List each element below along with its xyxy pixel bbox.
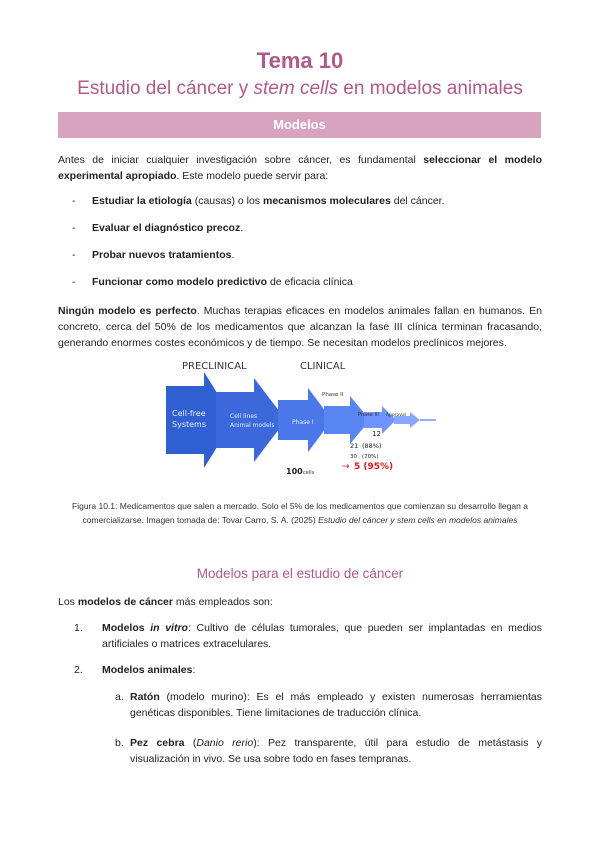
- label-21: 21: [350, 442, 359, 450]
- label-phase3: Phase III: [358, 412, 379, 418]
- label-30: 30: [350, 454, 357, 460]
- list-item: 2. Modelos animales:: [74, 664, 196, 676]
- list-item: - Probar nuevos tratamientos.: [72, 249, 235, 261]
- list-item: b. Pez cebra (Danio rerio): Pez transparente, útil para estudio de metástasis y visualización in vivo. Se usa sobre todo en fases tempranas.: [115, 737, 543, 765]
- label-clinical: CLINICAL: [300, 361, 346, 372]
- label-100-sub: cells: [303, 470, 315, 476]
- list-item: 1. Modelos in vitro: Cultivo de células tumorales, que pueden ser implantadas en medios artificiales o matrices extracelulares.: [74, 622, 542, 650]
- label-phase2: Phase II: [322, 392, 344, 398]
- page-subtitle: Estudio del cáncer y stem cells en modelos animales: [77, 78, 523, 99]
- label-preclinical: PRECLINICAL: [182, 361, 247, 372]
- label-cell-free: Cell-free: [172, 409, 206, 418]
- models-intro: Los modelos de cáncer más empleados son:: [58, 596, 273, 608]
- label-100: 100: [286, 467, 303, 476]
- section-header: Modelos: [58, 112, 541, 138]
- label-final-5: 5 (95%): [354, 462, 394, 472]
- label-phase1: Phase I: [292, 419, 314, 426]
- list-item: - Evaluar el diagnóstico precoz.: [72, 222, 244, 234]
- section-heading-models: Modelos para el estudio de cáncer: [196, 566, 404, 581]
- drug-pipeline-figure: [164, 356, 440, 490]
- label-12: 12: [372, 430, 381, 438]
- no-perfect-model-paragraph: Ningún modelo es perfecto. Muchas terapias eficaces en modelos animales fallan en humanos. En concreto, cerca del 50% de los medicamentos que alcanzan la fase III clínica terminan fracasando, generando enormes costes económicos y de tiempo. Se necesitan modelos preclínicos mejores.: [58, 305, 542, 349]
- list-item: - Estudiar la etiología (causas) o los mecanismos moleculares del cáncer.: [72, 195, 445, 207]
- label-cell-lines: Cell lines: [230, 413, 258, 420]
- page-title: Tema 10: [256, 48, 344, 73]
- label-88: (88%): [362, 442, 382, 450]
- intro-paragraph: Antes de iniciar cualquier investigación sobre cáncer, es fundamental seleccionar el modelo experimental apropiado. Este modelo puede servir para:: [58, 154, 542, 182]
- label-70: (70%): [362, 454, 379, 460]
- label-animal-models: Animal models: [230, 422, 275, 429]
- label-approval: Approval: [386, 413, 406, 418]
- list-item: - Funcionar como modelo predictivo de eficacia clínica: [72, 276, 353, 288]
- label-systems: Systems: [172, 420, 206, 429]
- list-item: a. Ratón (modelo murino): Es el más empleado y existen numerosas herramientas genéticas disponibles. Tiene limitaciones de traducción clínica.: [115, 691, 542, 719]
- arrow-glyph: →: [342, 462, 350, 472]
- figure-caption: Figura 10.1: Medicamentos que salen a mercado. Solo el 5% de los medicamentos que comienzan su desarrollo llegan a comercializarse. Imagen tomada de: Tovar Carro, S. A. (2025) Estudio del cáncer y stem cells en modelos animales: [72, 501, 528, 525]
